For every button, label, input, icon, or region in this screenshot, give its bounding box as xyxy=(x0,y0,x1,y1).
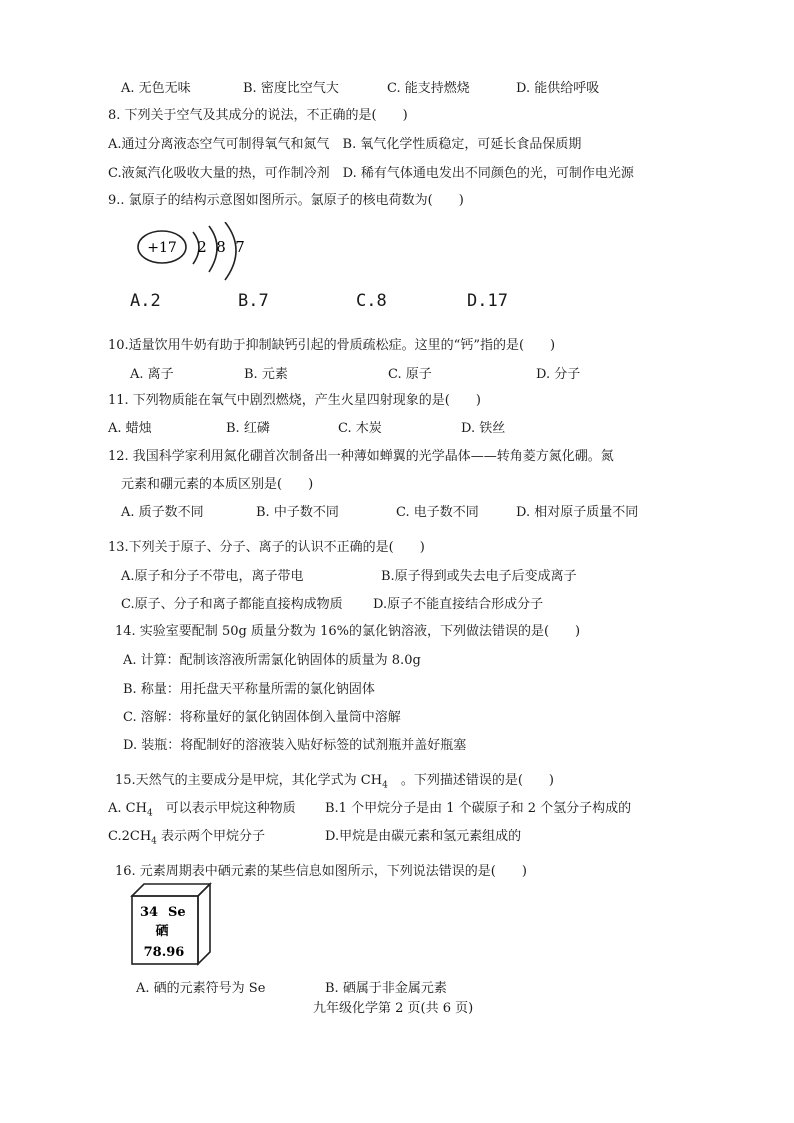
q12-option-d: D. 相对原子质量不同 xyxy=(516,505,639,520)
q15-stem-pre: 15.天然气的主要成分是甲烷，其化学式为 CH xyxy=(115,773,383,788)
shell-electrons-1: 2 xyxy=(197,238,207,256)
q14-option-a: A. 计算：配制该溶液所需氯化钠固体的质量为 8.0g xyxy=(123,653,421,668)
q15-option-b: B.1 个甲烷分子是由 1 个碳原子和 2 个氢分子构成的 xyxy=(325,801,632,816)
tile-name: 硒 xyxy=(155,924,169,939)
q15-c-post: 表示两个甲烷分子 xyxy=(156,829,266,844)
q14-option-b: B. 称量：用托盘天平称量所需的氯化钠固体 xyxy=(123,682,375,697)
q15-option-d: D.甲烷是由碳元素和氢元素组成的 xyxy=(325,829,522,844)
q13-stem: 13.下列关于原子、分子、离子的认识不正确的是( ) xyxy=(108,540,425,555)
q9-stem: 9.. 氯原子的结构示意图如图所示。氯原子的核电荷数为( ) xyxy=(108,193,464,208)
q7-option-c: C. 能支持燃烧 xyxy=(387,81,470,96)
q12-stem-line2: 元素和硼元素的本质区别是( ) xyxy=(121,477,314,492)
q8-options-line2: C.液氮汽化吸收大量的热，可作制冷剂 D. 稀有气体通电发出不同颜色的光，可制作电光源 xyxy=(108,166,634,181)
q16-option-b: B. 硒属于非金属元素 xyxy=(325,981,447,996)
q10-option-a: A. 离子 xyxy=(130,367,174,382)
q10-option-c: C. 原子 xyxy=(388,367,432,382)
q11-stem: 11. 下列物质能在氧气中剧烈燃烧，产生火星四射现象的是( ) xyxy=(108,393,481,408)
q13-option-d: D.原子不能直接结合形成分子 xyxy=(373,597,544,612)
nucleus-charge: +17 xyxy=(147,240,177,256)
q15-a-sub: 4 xyxy=(146,808,153,819)
tile-atomic-mass: 78.96 xyxy=(143,945,185,960)
q7-option-b: B. 密度比空气大 xyxy=(243,81,339,96)
tile-symbol: Se xyxy=(168,905,186,920)
q15-c-pre: C.2CH xyxy=(108,829,152,844)
q8-options-line1: A.通过分离液态空气可制得氧气和氮气 B. 氧气化学性质稳定，可延长食品保质期 xyxy=(108,137,582,152)
q7-option-a: A. 无色无味 xyxy=(121,81,191,96)
q15-stem-post: 。下列描述错误的是( ) xyxy=(387,773,554,788)
q10-option-d: D. 分子 xyxy=(536,367,581,382)
q16-stem: 16. 元素周期表中硒元素的某些信息如图所示，下列说法错误的是( ) xyxy=(115,864,527,879)
page-footer: 九年级化学第 2 页(共 6 页) xyxy=(313,1001,474,1016)
q14-stem: 14. 实验室要配制 50g 质量分数为 16%的氯化钠溶液，下列做法错误的是( ) xyxy=(115,624,581,639)
q8-stem: 8. 下列关于空气及其成分的说法，不正确的是( ) xyxy=(108,108,408,123)
q11-option-b: B. 红磷 xyxy=(226,421,270,436)
q15-stem-sub: 4 xyxy=(382,780,388,791)
q10-stem: 10.适量饮用牛奶有助于抑制缺钙引起的骨质疏松症。这里的“钙”指的是( ) xyxy=(108,338,556,353)
q15-option-a xyxy=(108,800,296,823)
q11-option-a: A. 蜡烛 xyxy=(108,421,152,436)
q10-option-b: B. 元素 xyxy=(244,367,288,382)
q12-stem-line1: 12. 我国科学家利用氮化硼首次制备出一种薄如蝉翼的光学晶体——转角菱方氮化硼。氮 xyxy=(108,449,614,464)
tile-atomic-number: 34 xyxy=(140,905,159,920)
chlorine-atom-diagram xyxy=(135,222,260,288)
q15-c-sub: 4 xyxy=(151,836,157,847)
tile-side-face xyxy=(198,884,210,964)
q12-option-a: A. 质子数不同 xyxy=(121,505,204,520)
q9-option-c: C.8 xyxy=(356,291,387,311)
q13-option-b: B.原子得到或失去电子后变成离子 xyxy=(381,569,577,584)
q16-option-a: A. 硒的元素符号为 Se xyxy=(136,981,266,996)
q14-option-c: C. 溶解：将称量好的氯化钠固体倒入量筒中溶解 xyxy=(123,710,401,725)
q9-option-a: A.2 xyxy=(130,291,161,311)
q15-stem xyxy=(115,772,554,795)
shell-electrons-3: 7 xyxy=(235,238,245,256)
q15-a-post: 可以表示甲烷这种物质 xyxy=(152,801,296,816)
q9-option-d: D.17 xyxy=(467,291,508,311)
q9-option-b: B.7 xyxy=(238,291,269,311)
shell-electrons-2: 8 xyxy=(216,238,226,256)
tile-top-face xyxy=(132,884,210,896)
q13-option-a: A.原子和分子不带电，离子带电 xyxy=(121,569,304,584)
q11-option-c: C. 木炭 xyxy=(338,421,382,436)
q11-option-d: D. 铁丝 xyxy=(461,421,506,436)
q15-a-pre: A. CH xyxy=(108,801,147,816)
q14-option-d: D. 装瓶：将配制好的溶液装入贴好标签的试剂瓶并盖好瓶塞 xyxy=(123,738,467,753)
q12-option-c: C. 电子数不同 xyxy=(396,505,479,520)
selenium-element-tile xyxy=(128,882,214,966)
q15-option-c xyxy=(108,828,265,851)
q13-option-c: C.原子、分子和离子都能直接构成物质 xyxy=(121,597,343,612)
q12-option-b: B. 中子数不同 xyxy=(256,505,339,520)
q7-option-d: D. 能供给呼吸 xyxy=(516,81,600,96)
